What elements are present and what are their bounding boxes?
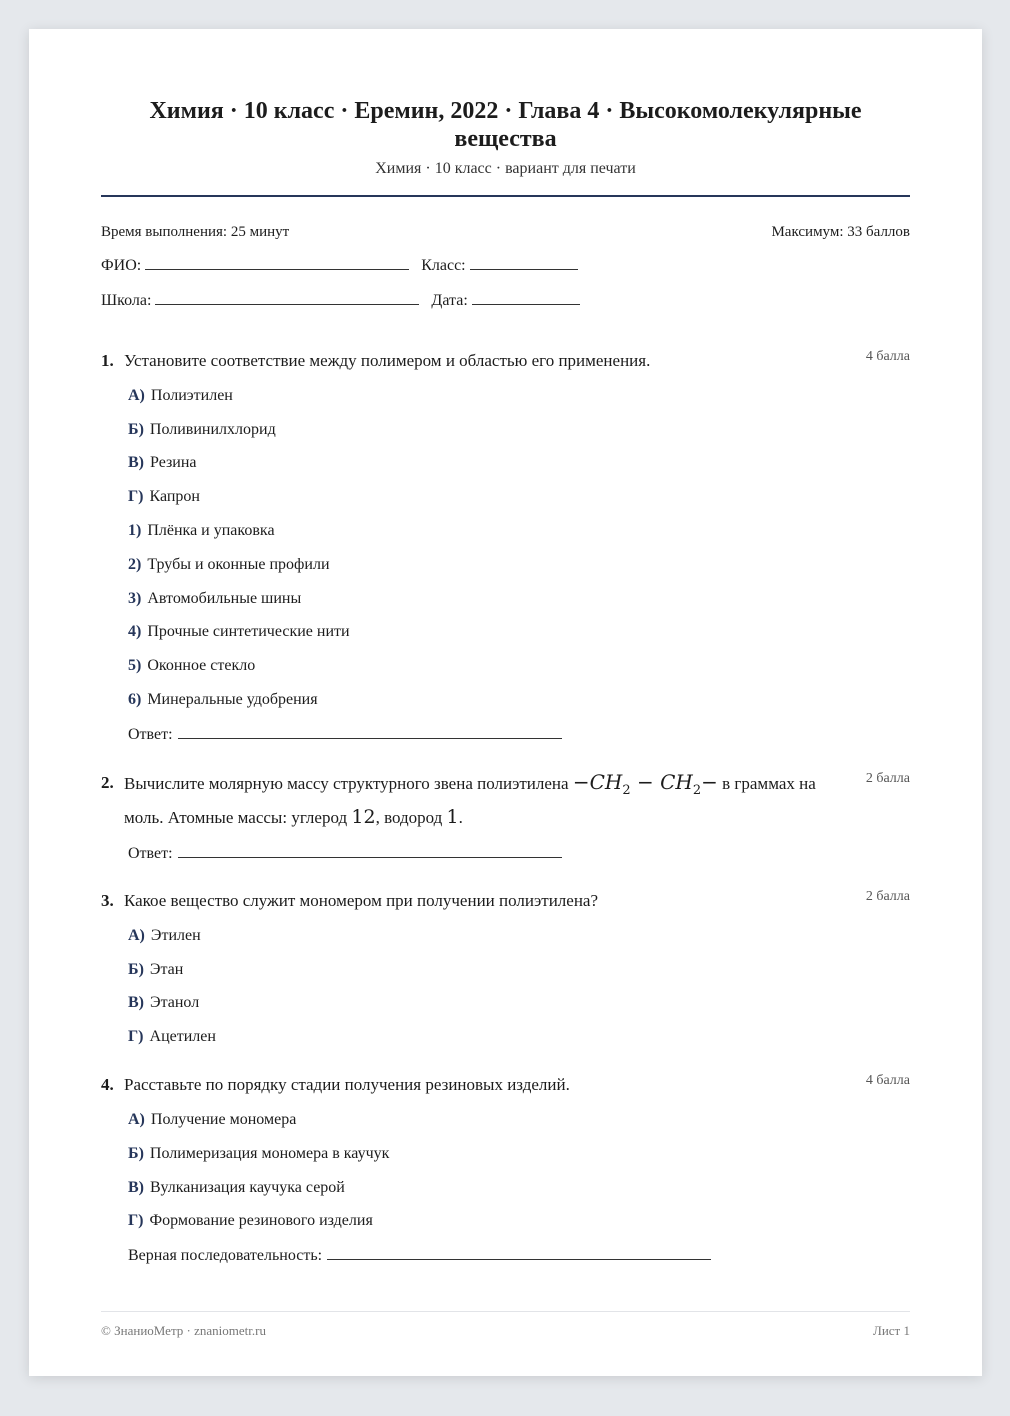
school-field[interactable] (155, 290, 419, 305)
date-field[interactable] (472, 290, 580, 305)
option-v: В) Этанол (128, 994, 200, 1012)
option-a: А) Этилен (128, 926, 201, 944)
question-1 (101, 347, 910, 745)
question-points: 4 балла (865, 349, 910, 364)
answer-label: Ответ: (128, 844, 173, 862)
answer-label: Верная последовательность: (128, 1247, 323, 1265)
option-a: А) Полиэтилен (128, 386, 233, 404)
option-v: В) Вулканизация каучука серой (128, 1178, 345, 1196)
answer-row (128, 1245, 910, 1266)
option-g: Г) Капрон (128, 488, 200, 506)
option-5: 5) Оконное стекло (128, 657, 256, 675)
footer-page-number: Лист 1 (873, 1323, 910, 1338)
option-6: 6) Минеральные удобрения (128, 690, 318, 708)
school-label: Школа: (101, 292, 152, 309)
time-limit: Время выполнения: 25 минут (101, 224, 290, 240)
question-number: 2. (101, 772, 114, 792)
question-4 (101, 1071, 910, 1266)
name-class-row (101, 255, 910, 276)
name-field[interactable] (145, 255, 409, 270)
answer-field[interactable] (327, 1245, 711, 1260)
option-3: 3) Автомобильные шины (128, 589, 302, 607)
page-subtitle: Химия · 10 класс · вариант для печати (375, 160, 636, 177)
question-points: 4 балла (865, 1073, 910, 1089)
class-field[interactable] (470, 255, 578, 270)
page-title: Химия · 10 класс · Еремин, 2022 · Глава 4 · Высокомолекулярные вещества (149, 98, 862, 152)
option-1: 1) Плёнка и упаковка (128, 521, 275, 539)
question-text: Установите соответствие между полимером и областью его применения. (124, 351, 651, 370)
option-b: Б) Полимеризация мономера в каучук (128, 1144, 390, 1162)
max-score: Максимум: 33 баллов (771, 224, 910, 240)
page-footer (101, 1311, 910, 1339)
worksheet-page (29, 29, 982, 1376)
option-g: Г) Ацетилен (128, 1028, 216, 1046)
question-text: Какое вещество служит мономером при получении полиэтилена? (124, 890, 599, 910)
option-b: Б) Этан (128, 960, 184, 978)
answer-label: Ответ: (128, 725, 173, 743)
name-label: ФИО: (101, 257, 142, 274)
option-b: Б) Поливинилхлорид (128, 420, 276, 438)
answer-row (128, 843, 910, 864)
answer-field[interactable] (178, 843, 562, 858)
question-number: 4. (101, 1075, 114, 1095)
school-date-row (101, 290, 910, 311)
option-2: 2) Трубы и оконные профили (128, 555, 330, 573)
worksheet-content (101, 29, 910, 1266)
option-4: 4) Прочные синтетические нити (128, 623, 350, 641)
question-points: 2 балла (865, 888, 910, 904)
question-number: 3. (101, 890, 114, 910)
formula: $-CH_2 - CH_2-$ (572, 769, 718, 798)
date-label: Дата: (431, 292, 468, 309)
footer-copyright: © ЗнаниоМетр · znaniometr.ru (101, 1323, 266, 1338)
class-label: Класс: (421, 257, 466, 274)
header-divider (101, 195, 910, 197)
question-points: 2 балла (865, 770, 910, 786)
meta-row (101, 223, 910, 241)
option-v: В) Резина (128, 454, 197, 472)
question-2 (101, 769, 910, 864)
question-text: Вычислите молярную массу структурного звена полиэтилена $-CH_2 - CH_2- в$ граммах на моль. Атомные массы: углерод 12, водород 1. (124, 769, 816, 828)
question-text: Расставьте по порядку стадии получения резиновых изделий. (124, 1075, 570, 1095)
answer-row (128, 724, 910, 745)
question-3 (101, 887, 910, 1047)
option-g: Г) Формование резинового изделия (128, 1212, 373, 1230)
answer-field[interactable] (178, 724, 562, 739)
option-a: А) Получение мономера (128, 1110, 297, 1128)
question-number: 1. (101, 351, 114, 370)
